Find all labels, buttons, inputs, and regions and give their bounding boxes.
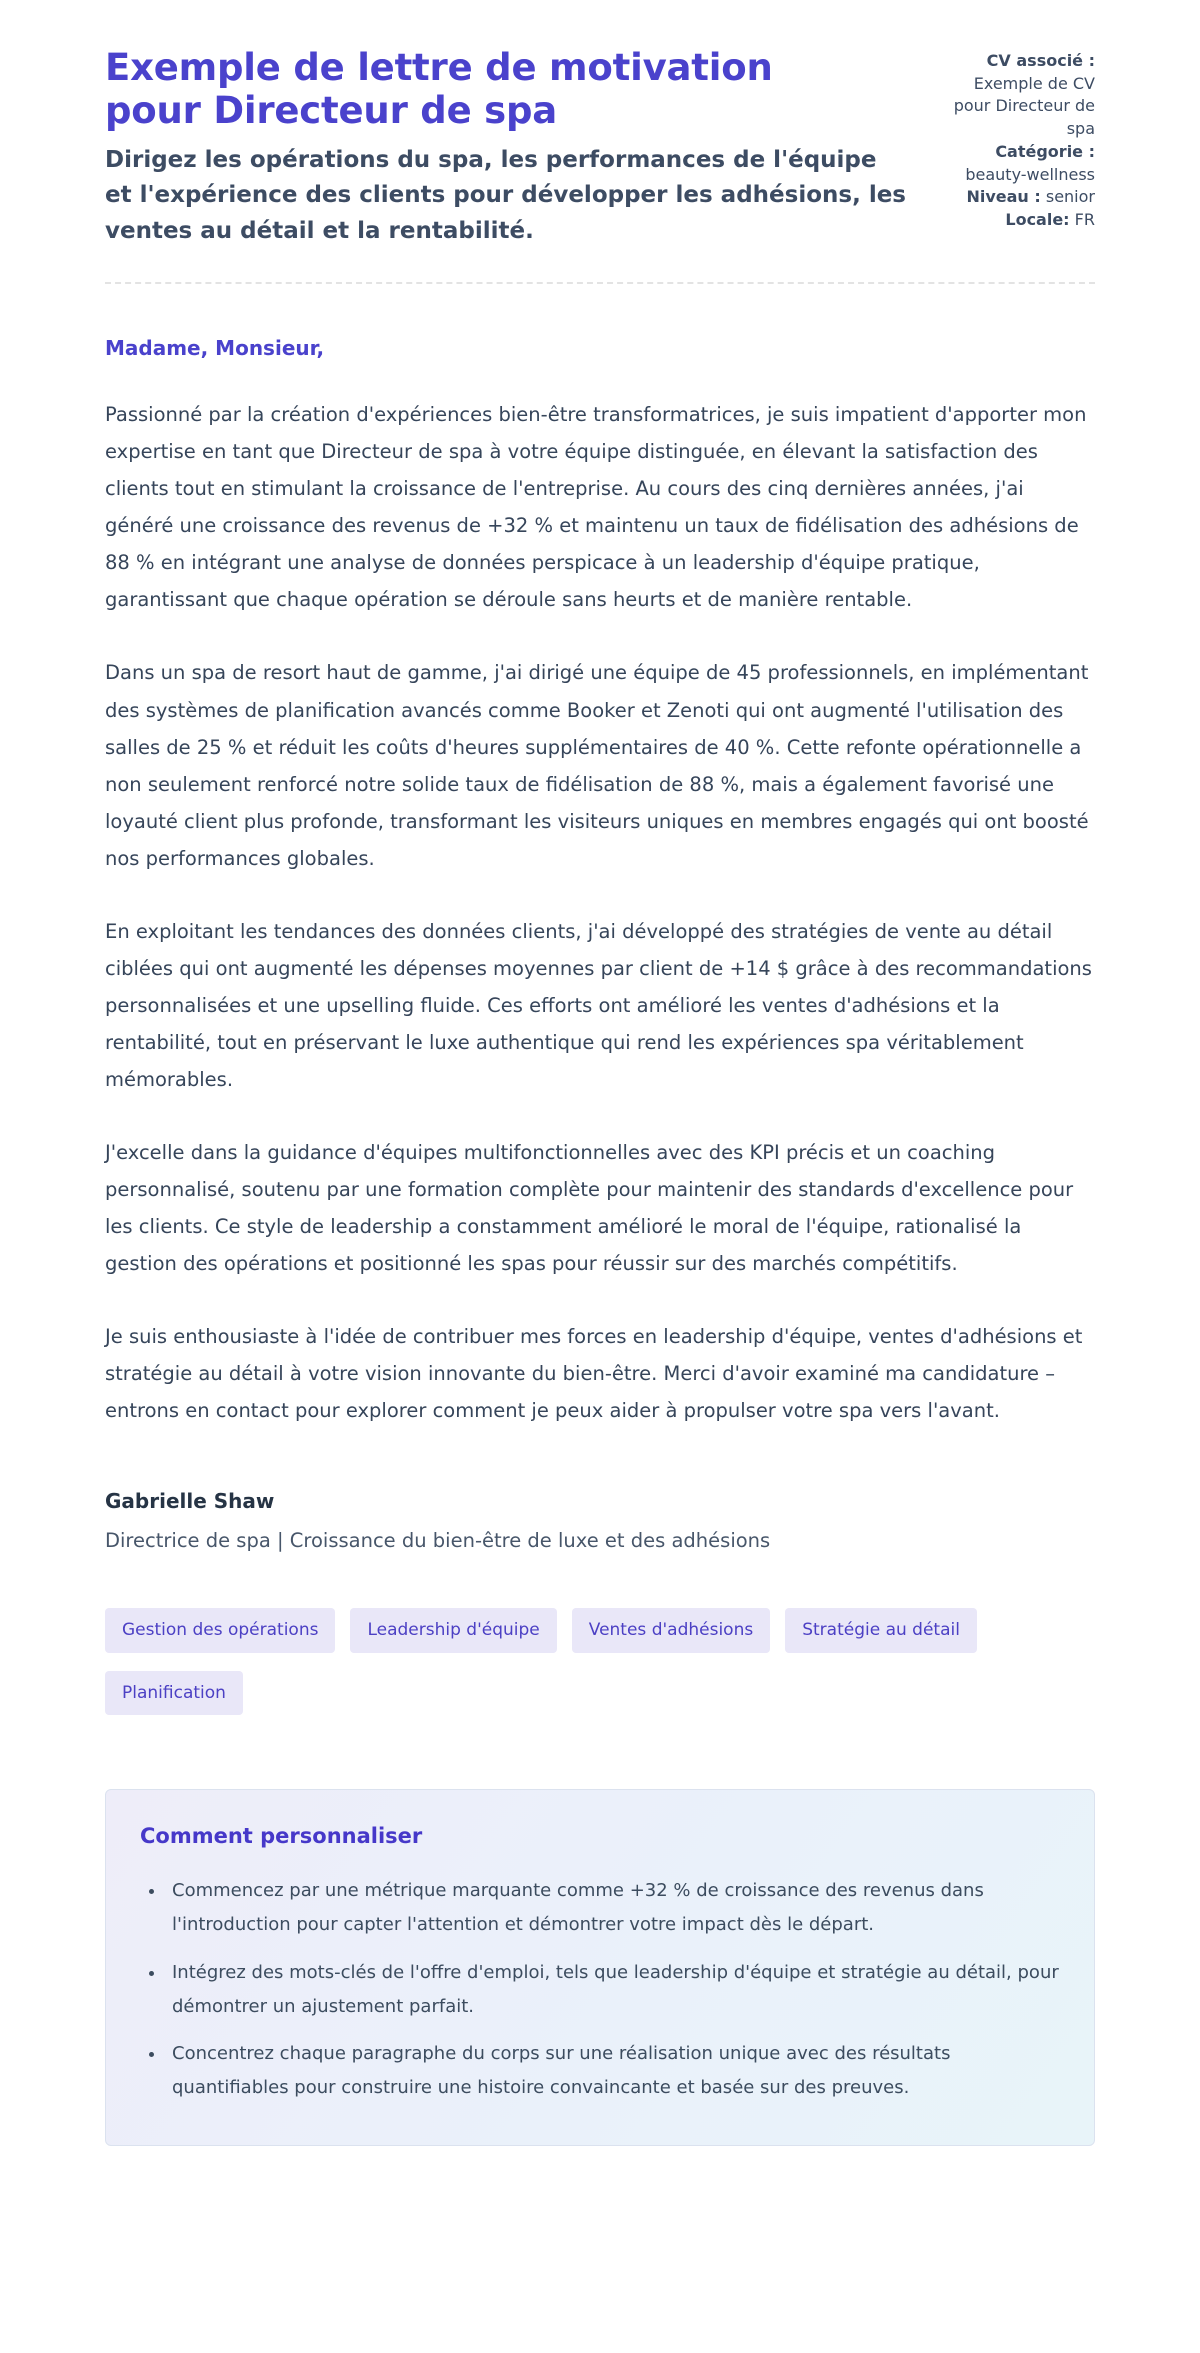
tips-box bbox=[105, 1789, 1095, 2146]
letter-paragraph-3: En exploitant les tendances des données clients, j'ai développé des stratégies de vente au détail ciblées qui ont augmenté les dépenses moyennes par client de +14 $ grâce à des recommandations personnalisées et une upselling fluide. Ces efforts ont amélioré les ventes d'adhésions et la rentabilité, tout en préservant le luxe authentique qui rend les expériences spa véritablement mémorables. bbox=[105, 919, 1092, 1091]
signature bbox=[105, 1489, 1095, 1552]
meta-value-cv: Exemple de CV pour Directeur de spa bbox=[953, 73, 1095, 139]
letter-paragraph-4: J'excelle dans la guidance d'équipes multifonctionnelles avec des KPI précis et un coaching personnalisé, soutenu par une formation complète pour maintenir des standards d'excellence pour les clients. Ce style de leadership a constamment amélioré le moral de l'équipe, rationalisé la gestion des opérations et positionné les spas pour réussir sur des marchés compétitifs. bbox=[105, 1140, 1074, 1276]
cover-letter-page bbox=[105, 0, 1095, 2216]
header-title-block bbox=[105, 46, 943, 250]
page-subtitle: Dirigez les opérations du spa, les performances de l'équipe et l'expérience des clients pour développer les adhésions, les ventes au détail et la rentabilité. bbox=[105, 146, 906, 245]
signature-role: Directrice de spa | Croissance du bien-être de luxe et des adhésions bbox=[105, 1529, 771, 1553]
tips-item-2: • Intégrez des mots-clés de l'offre d'emploi, tels que leadership d'équipe et stratégie au détail, pour démontrer un ajustement parfait. bbox=[166, 1956, 1060, 2024]
meta-label-level: Niveau : bbox=[966, 187, 1041, 207]
letter-paragraph-5: Je suis enthousiaste à l'idée de contribuer mes forces en leadership d'équipe, ventes d'adhésions et stratégie au détail à votre vision innovante du bien-être. Merci d'avoir examiné ma candidature – entrons en contact pour explorer comment je peux aider à propulser votre spa vers l'avant. bbox=[105, 1325, 1083, 1423]
tag-chip-planning: Planification bbox=[105, 1671, 243, 1715]
meta-label-locale: Locale: bbox=[1005, 210, 1070, 230]
tag-list bbox=[105, 1608, 1095, 1715]
meta-row-category bbox=[943, 141, 1095, 186]
signature-name: Gabrielle Shaw bbox=[105, 1489, 275, 1514]
meta-panel bbox=[943, 50, 1095, 232]
greeting: Madame, Monsieur, bbox=[105, 336, 325, 361]
tips-title: Comment personnaliser bbox=[140, 1824, 423, 1849]
tag-chip-leadership: Leadership d'équipe bbox=[350, 1608, 556, 1652]
letter-body bbox=[105, 336, 1095, 1429]
meta-value-locale: FR bbox=[1074, 210, 1095, 230]
letter-paragraph-2: Dans un spa de resort haut de gamme, j'ai dirigé une équipe de 45 professionnels, en implémentant des systèmes de planification avancés comme Booker et Zenoti qui ont augmenté l'utilisation des salles de 25 % et réduit les coûts d'heures supplémentaires de 40 %. Cette refonte opérationnelle a non seulement renforcé notre solide taux de fidélisation de 88 %, mais a également favorisé une loyauté client plus profonde, transformant les visiteurs uniques en membres engagés qui ont boosté nos performances globales. bbox=[105, 661, 1089, 870]
meta-row-locale bbox=[943, 209, 1095, 232]
tag-chip-memberships: Ventes d'adhésions bbox=[572, 1608, 770, 1652]
meta-value-category: beauty-wellness bbox=[965, 164, 1095, 184]
page-title: Exemple de lettre de motivation pour Directeur de spa bbox=[105, 46, 773, 133]
divider bbox=[105, 282, 1095, 284]
tips-list bbox=[140, 1874, 1060, 2105]
tag-chip-operations: Gestion des opérations bbox=[105, 1608, 335, 1652]
meta-value-level: senior bbox=[1045, 187, 1095, 207]
meta-label-category: Catégorie : bbox=[995, 141, 1095, 161]
meta-label-cv: CV associé : bbox=[986, 51, 1095, 70]
tips-item-1: • Commencez par une métrique marquante comme +32 % de croissance des revenus dans l'introduction pour capter l'attention et démontrer votre impact dès le départ. bbox=[166, 1874, 1060, 1942]
meta-row-cv bbox=[943, 50, 1095, 141]
letter-paragraph-1: Passionné par la création d'expériences bien-être transformatrices, je suis impatient d'apporter mon expertise en tant que Directeur de spa à votre équipe distinguée, en élevant la satisfaction des clients tout en stimulant la croissance de l'entreprise. Au cours des cinq dernières années, j'ai généré une croissance des revenus de +32 % et maintenu un taux de fidélisation des adhésions de 88 % en intégrant une analyse de données perspicace à un leadership d'équipe pratique, garantissant que chaque opération se déroule sans heurts et de manière rentable. bbox=[105, 403, 1087, 612]
tips-item-3: • Concentrez chaque paragraphe du corps sur une réalisation unique avec des résultats quantifiables pour construire une histoire convaincante et basée sur des preuves. bbox=[166, 2037, 1060, 2105]
header bbox=[105, 46, 1095, 250]
meta-row-level bbox=[943, 186, 1095, 209]
tag-chip-retail: Stratégie au détail bbox=[785, 1608, 977, 1652]
